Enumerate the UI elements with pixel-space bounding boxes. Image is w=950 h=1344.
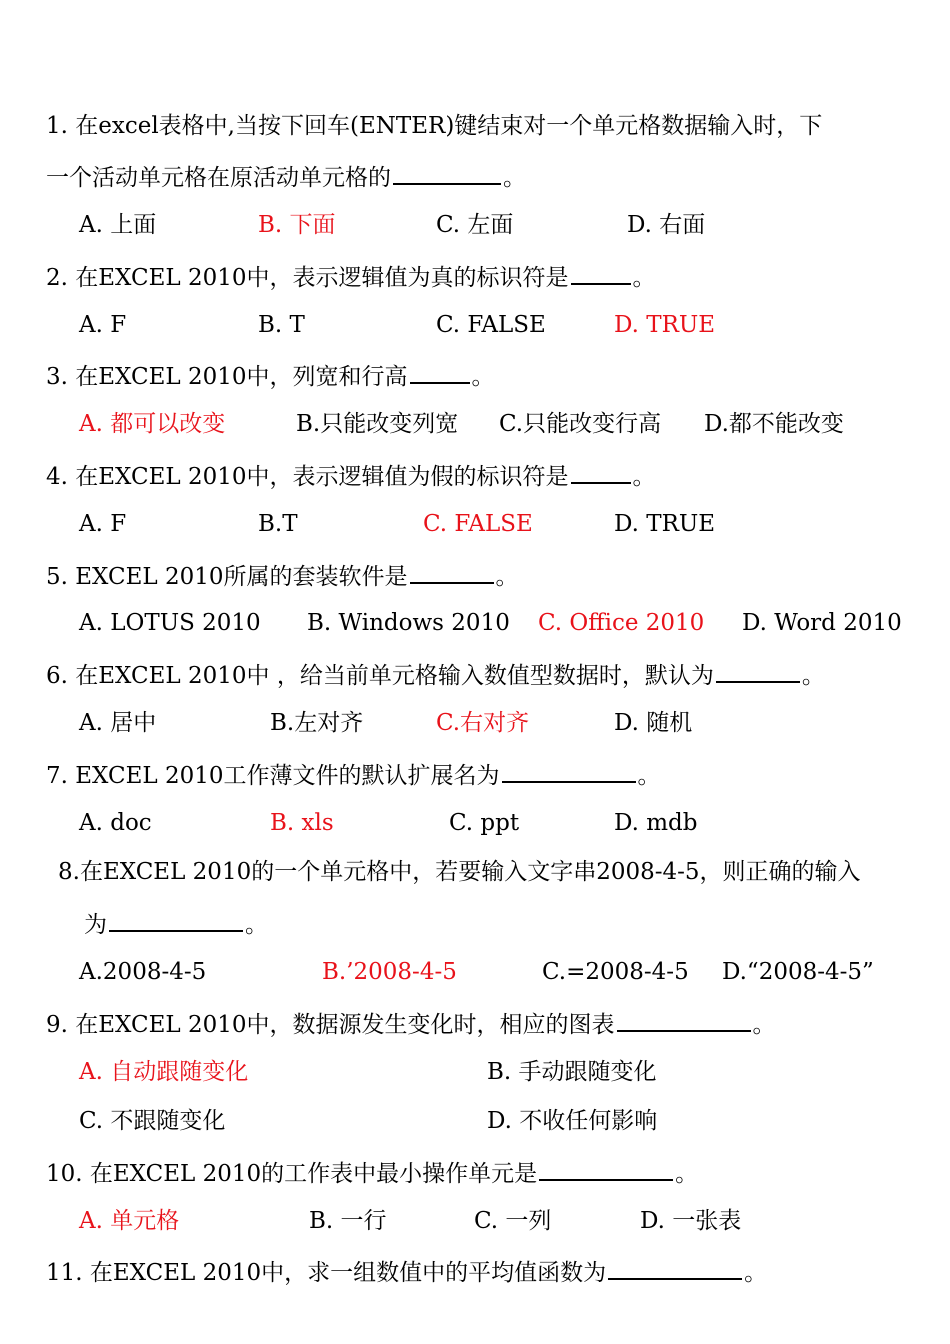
question-5-option-d: D. Word 2010 [742, 610, 902, 636]
answer-blank [617, 1008, 751, 1032]
question-10-option-d: D. 一张表 [640, 1208, 742, 1234]
answer-blank [393, 161, 501, 185]
question-7-option-a: A. doc [79, 810, 152, 836]
question-7-option-d: D. mdb [614, 810, 698, 836]
question-6-option-c: C.右对齐 [436, 710, 530, 736]
question-6-tail: 。 [801, 663, 825, 689]
question-3-line [46, 360, 495, 391]
question-3-option-a: A. 都可以改变 [79, 411, 226, 437]
answer-blank [502, 759, 636, 783]
question-1-tail: 。 [503, 165, 526, 191]
question-4-option-a: A. F [79, 511, 127, 537]
question-11-line [46, 1256, 767, 1287]
question-6-option-b: B.左对齐 [270, 710, 364, 736]
answer-blank [539, 1157, 673, 1181]
question-1-line-2 [46, 161, 526, 192]
answer-blank [109, 908, 243, 932]
question-8-tail: 。 [245, 912, 268, 938]
question-4-tail: 。 [632, 464, 656, 490]
question-10-option-c: C. 一列 [474, 1208, 552, 1234]
question-3-stem: 3. 在EXCEL 2010中，列宽和行高 [46, 364, 408, 390]
question-1-stem-end: 一个活动单元格在原活动单元格的 [46, 165, 391, 191]
question-3-option-b: B.只能改变列宽 [296, 411, 459, 437]
question-5-option-b: B. Windows 2010 [307, 610, 510, 636]
question-8-option-d: D.“2008-4-5” [722, 959, 874, 985]
question-3-option-c: C.只能改变行高 [499, 411, 662, 437]
question-1-option-b: B. 下面 [258, 212, 336, 238]
question-5-stem: 5. EXCEL 2010所属的套装软件是 [46, 564, 408, 590]
question-4-option-d: D. TRUE [614, 511, 716, 537]
question-6-line [46, 659, 825, 690]
question-5-option-c: C. Office 2010 [538, 610, 705, 636]
question-3-option-d: D.都不能改变 [704, 411, 844, 437]
question-11-tail: 。 [744, 1260, 768, 1286]
question-5-option-a: A. LOTUS 2010 [79, 610, 261, 636]
question-6-option-a: A. 居中 [79, 710, 157, 736]
question-9-line [46, 1008, 776, 1039]
question-2-option-c: C. FALSE [436, 312, 546, 338]
question-6-stem: 6. 在EXCEL 2010中 ，给当前单元格输入数值型数据时，默认为 [46, 663, 714, 689]
question-8-stem-end: 为 [84, 912, 107, 938]
answer-blank [571, 460, 631, 484]
answer-blank [410, 560, 494, 584]
question-8-option-a: A.2008-4-5 [79, 959, 207, 985]
question-9-option-c: C. 不跟随变化 [79, 1108, 226, 1134]
question-1-option-c: C. 左面 [436, 212, 514, 238]
question-7-stem: 7. EXCEL 2010工作薄文件的默认扩展名为 [46, 763, 500, 789]
question-2-stem: 2. 在EXCEL 2010中，表示逻辑值为真的标识符是 [46, 265, 569, 291]
question-3-tail: 。 [471, 364, 495, 390]
question-10-line [46, 1157, 698, 1188]
question-10-stem: 10. 在EXCEL 2010的工作表中最小操作单元是 [46, 1161, 538, 1187]
question-10-option-a: A. 单元格 [79, 1208, 180, 1234]
question-2-option-a: A. F [79, 312, 127, 338]
answer-blank [410, 360, 470, 384]
question-10-tail: 。 [675, 1161, 699, 1187]
question-11-stem: 11. 在EXCEL 2010中，求一组数值中的平均值函数为 [46, 1260, 607, 1286]
question-9-tail: 。 [752, 1012, 776, 1038]
question-4-stem: 4. 在EXCEL 2010中，表示逻辑值为假的标识符是 [46, 464, 569, 490]
question-8-line-1: 8.在EXCEL 2010的一个单元格中，若要输入文字串2008-4-5，则正确的输入 [58, 859, 861, 885]
question-7-line [46, 759, 661, 790]
question-4-option-b: B.T [258, 511, 298, 537]
answer-blank [608, 1256, 742, 1280]
question-1-option-a: A. 上面 [79, 212, 157, 238]
question-2-option-d: D. TRUE [614, 312, 716, 338]
question-9-option-b: B. 手动跟随变化 [487, 1059, 657, 1085]
question-8-option-b: B.’2008-4-5 [322, 959, 457, 985]
answer-blank [571, 261, 631, 285]
question-2-tail: 。 [632, 265, 656, 291]
question-9-option-a: A. 自动跟随变化 [79, 1059, 249, 1085]
question-8-option-c: C.=2008-4-5 [542, 959, 689, 985]
question-1-line-1: 1. 在excel表格中,当按下回车(ENTER)键结束对一个单元格数据输入时，下 [46, 113, 823, 139]
question-1-option-d: D. 右面 [627, 212, 706, 238]
question-9-stem: 9. 在EXCEL 2010中，数据源发生变化时，相应的图表 [46, 1012, 615, 1038]
question-2-option-b: B. T [258, 312, 305, 338]
question-2-line [46, 261, 656, 292]
question-5-line [46, 560, 519, 591]
question-5-tail: 。 [495, 564, 519, 590]
question-4-option-c: C. FALSE [423, 511, 533, 537]
question-7-option-b: B. xls [270, 810, 334, 836]
question-8-line-2 [84, 908, 268, 939]
question-7-tail: 。 [637, 763, 661, 789]
question-9-option-d: D. 不收任何影响 [487, 1108, 658, 1134]
question-6-option-d: D. 随机 [614, 710, 693, 736]
answer-blank [716, 659, 800, 683]
question-10-option-b: B. 一行 [309, 1208, 387, 1234]
question-7-option-c: C. ppt [449, 810, 520, 836]
question-4-line [46, 460, 656, 491]
